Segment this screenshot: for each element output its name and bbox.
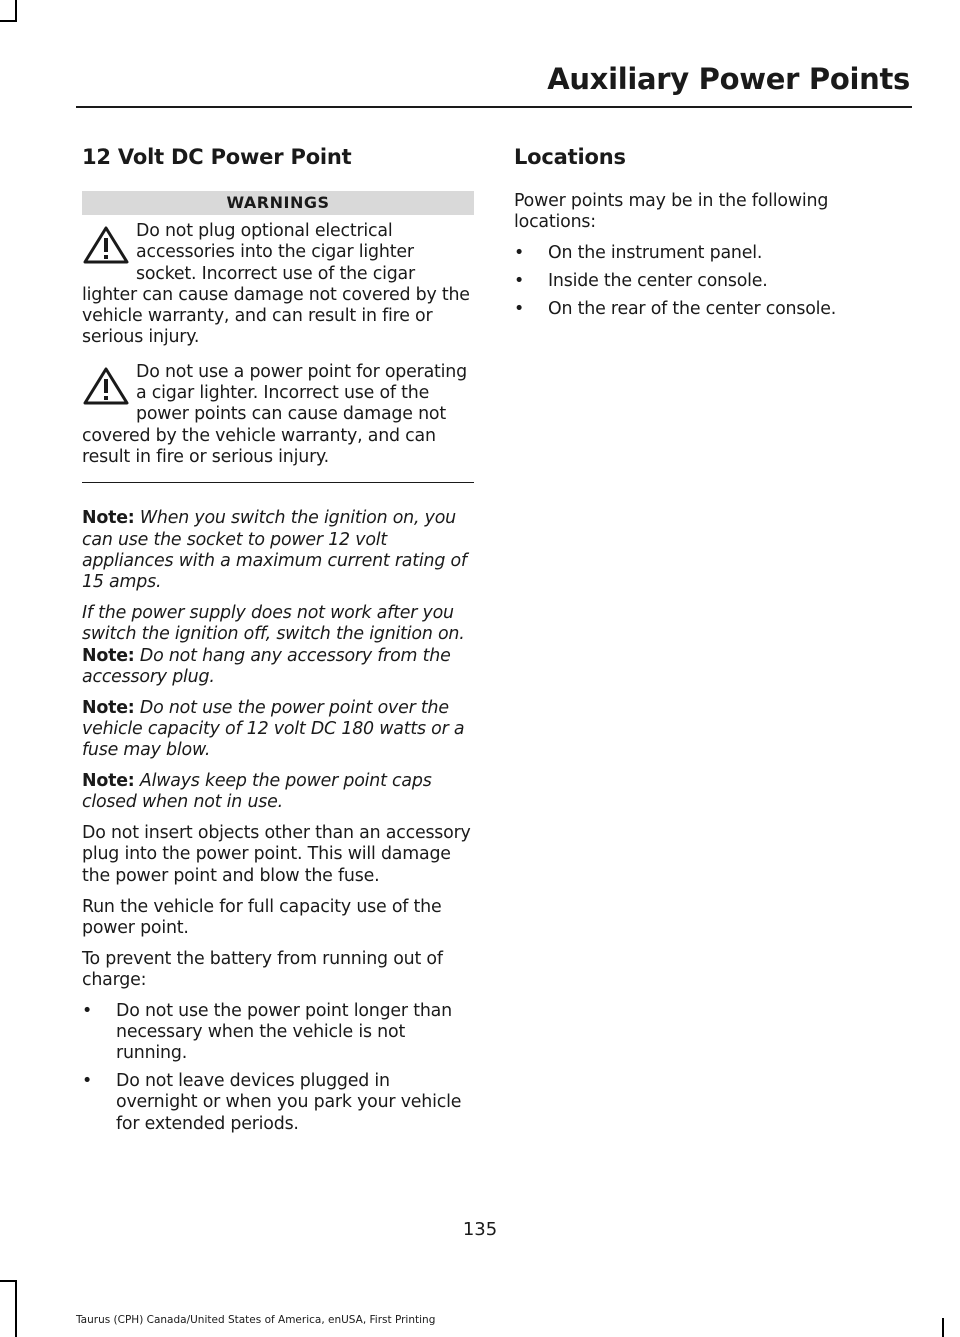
list-item-text: Do not use the power point longer than necessary when the vehicle is not running.: [116, 1000, 452, 1064]
body-paragraph: Run the vehicle for full capacity use of the power point.: [82, 896, 442, 938]
warning-text: Do not plug optional electrical accessories into the cigar lighter socket. Incorrect use of the cigar lighter can cause damage not covered by the vehicle warranty, and can result in fire or serious injury.: [82, 221, 470, 348]
body-paragraph: Power points may be in the following locations:: [514, 191, 829, 233]
list-item-text: Inside the center console.: [548, 270, 768, 291]
crop-mark: [0, 20, 17, 22]
warnings-rule: [82, 482, 474, 483]
header-rule: [76, 106, 912, 108]
crop-mark: [15, 0, 17, 22]
warning-block: [82, 221, 474, 349]
list-item-text: On the rear of the center console.: [548, 298, 837, 319]
note-text: Do not use the power point over the vehicle capacity of 12 volt DC 180 watts or a fuse may blow.: [82, 697, 465, 761]
warnings-header: WARNINGS: [82, 191, 474, 215]
section-heading: 12 Volt DC Power Point: [82, 145, 352, 169]
body-paragraph: To prevent the battery from running out of charge:: [82, 948, 443, 990]
note-paragraph: [82, 698, 474, 762]
list-item: [82, 1001, 474, 1065]
crop-mark: [942, 1318, 944, 1337]
note-label: Note:: [82, 508, 135, 529]
warning-text: Do not use a power point for operating a cigar lighter. Incorrect use of the power points can cause damage not covered by the vehicle warranty, and can result in fire or serious injury.: [82, 361, 467, 467]
note-paragraph: [82, 646, 474, 689]
body-paragraph: Do not insert objects other than an accessory plug into the power point. This will damage the power point and blow the fuse.: [82, 823, 471, 886]
warning-triangle-icon: [82, 366, 130, 406]
note-label: Note:: [82, 771, 135, 792]
bullet-glyph: •: [82, 1071, 93, 1092]
list-item: [514, 299, 874, 320]
note-label: Note:: [82, 645, 135, 666]
note-text: Always keep the power point caps closed when not in use.: [82, 771, 432, 813]
left-column: [82, 142, 474, 1145]
bullet-glyph: •: [514, 298, 525, 319]
page-number: 135: [462, 1219, 498, 1240]
crop-mark: [0, 1280, 17, 1282]
footer-text: Taurus (CPH) Canada/United States of America, enUSA, First Printing: [76, 1314, 436, 1326]
list-item-text: On the instrument panel.: [548, 243, 763, 264]
right-column: [514, 142, 874, 330]
warning-triangle-icon: [82, 225, 130, 265]
note-text: Do not hang any accessory from the accessory plug.: [82, 645, 451, 687]
warning-block: [82, 362, 474, 468]
bullet-glyph: •: [82, 1000, 93, 1021]
note-label: Note:: [82, 697, 135, 718]
bullet-glyph: •: [514, 270, 525, 291]
list-item: [514, 271, 874, 292]
bullet-list: [82, 1001, 474, 1135]
note-paragraph: [82, 771, 474, 814]
note-text: When you switch the ignition on, you can use the socket to power 12 volt appliances with a maximum current rating of 15 amps.: [82, 508, 467, 593]
page-header-title: Auxiliary Power Points: [547, 62, 910, 96]
italic-paragraph: If the power supply does not work after you switch the ignition off, switch the ignition on.: [82, 602, 465, 645]
note-paragraph: [82, 508, 474, 593]
list-item: [82, 1071, 474, 1135]
bullet-glyph: •: [514, 243, 525, 264]
crop-mark: [15, 1280, 17, 1337]
bullet-list: [514, 243, 874, 320]
section-heading: Locations: [514, 145, 626, 169]
list-item-text: Do not leave devices plugged in overnight or when you park your vehicle for extended periods.: [116, 1071, 462, 1134]
list-item: [514, 243, 874, 264]
